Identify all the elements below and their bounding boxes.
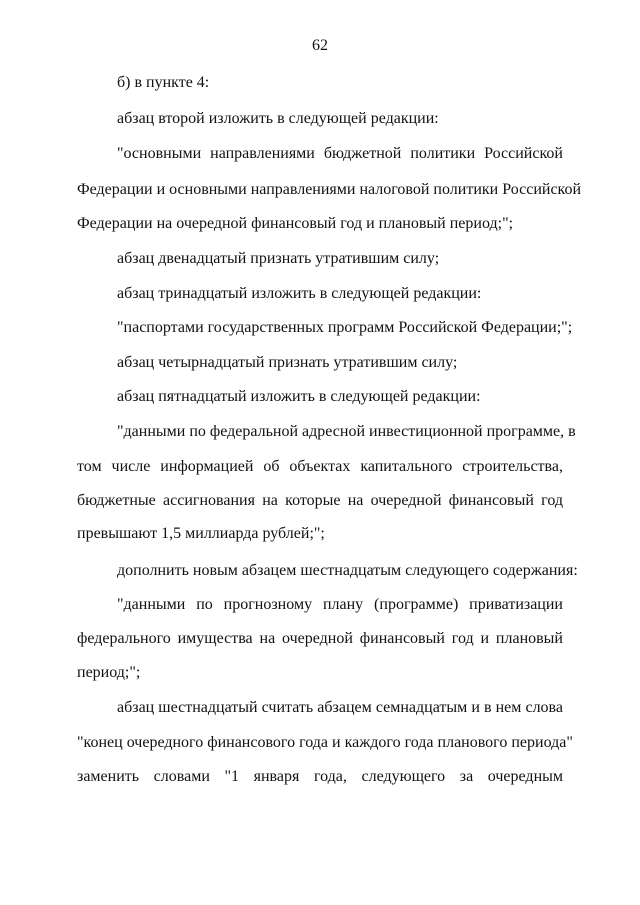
text-line: "основными направлениями бюджетной политики Российской bbox=[117, 145, 563, 162]
text-line: "конец очередного финансового года и каждого года планового периода" bbox=[77, 734, 573, 751]
text-line: превышают 1,5 миллиарда рублей;"; bbox=[77, 525, 325, 542]
text-line: абзац второй изложить в следующей редакции: bbox=[117, 110, 439, 127]
text-line: абзац тринадцатый изложить в следующей редакции: bbox=[117, 285, 482, 302]
text-line: заменить словами "1 января года, следующего за очередным bbox=[77, 768, 563, 785]
text-line: период;"; bbox=[77, 664, 141, 681]
text-line: федерального имущества на очередной финансовый год и плановый bbox=[77, 630, 563, 647]
text-line: том числе информацией об объектах капитального строительства, bbox=[77, 458, 563, 475]
text-line: абзац четырнадцатый признать утратившим силу; bbox=[117, 354, 458, 371]
text-line: Федерации на очередной финансовый год и плановый период;"; bbox=[77, 215, 514, 232]
text-line: абзац шестнадцатый считать абзацем семнадцатым и в нем слова bbox=[117, 699, 563, 716]
text-line: "паспортами государственных программ Российской Федерации;"; bbox=[117, 319, 573, 336]
text-line: абзац двенадцатый признать утратившим силу; bbox=[117, 250, 440, 267]
text-line: "данными по федеральной адресной инвестиционной программе, в bbox=[117, 423, 576, 440]
page-number: 62 bbox=[312, 37, 328, 54]
text-line: "данными по прогнозному плану (программе) приватизации bbox=[117, 596, 563, 613]
text-line: абзац пятнадцатый изложить в следующей редакции: bbox=[117, 388, 481, 405]
text-line: дополнить новым абзацем шестнадцатым следующего содержания: bbox=[117, 562, 578, 579]
text-line: б) в пункте 4: bbox=[117, 74, 210, 91]
text-line: Федерации и основными направлениями налоговой политики Российской bbox=[77, 181, 582, 198]
text-line: бюджетные ассигнования на которые на очередной финансовый год bbox=[77, 492, 563, 509]
